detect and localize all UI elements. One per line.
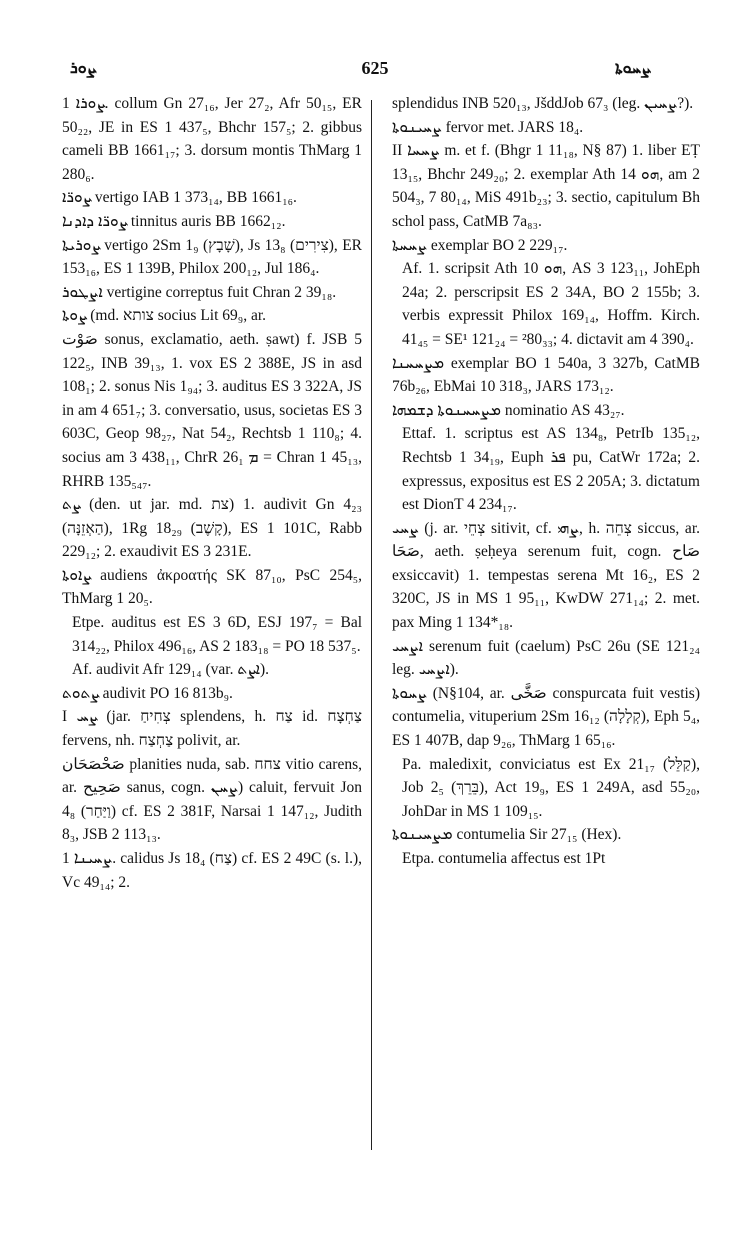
entry: ܡܨܚܝܢܘܬܐ contumelia Sir 27₁₅ (Hex). xyxy=(392,826,622,844)
entry: ܨܘܬܐ (md. צותא socius Lit 69₉, ar. xyxy=(62,307,266,325)
entry: ܡܨܚܚܢܘܬܐ ܕܫܡܗܐ nominatio AS 43₂₇. xyxy=(392,401,625,419)
entry: Af. audivit Afr 129₁₄ (var. ܐܨܬ). xyxy=(72,661,269,679)
entry: ܨܚܘܬܐ (N§104, ar. صَخَّى conspurcata fuit vestis) contumelia, vituperium 2Sm 16₁₂ (קְלָלָה), Eph 5₄, ES 1 407B, dap 9₂₆, ThMarg 1 65₁₆. xyxy=(392,684,701,750)
entry: ܨܐܘܬܐ audiens ἀκροατής SK 87₁₀, PsC 254₅, ThMarg 1 20₅. xyxy=(62,566,362,608)
entry: صَوْت sonus, exclamatio, aeth. ṣawt) f. JSB 5 122₅, INB 39₁₃, 1. vox ES 2 388E, JS in asd 108₁; 2. sonus Nis 1₉₄; 3. auditus ES 3 322A, JS in am 4 651₇; 3. conversatio, usus, societas ES 3 603C, Geop 98₂₇, Nat 54₂, Rechtsb 1 110₈; 4. socius am 3 438₁₁, ChrR ܡ 26₁ = Chran 1 45₁₃, RHRB 135₅₄₇. xyxy=(62,330,362,490)
page-header xyxy=(0,58,750,88)
left-column xyxy=(62,92,362,894)
entry: ܨܘܪܐ 1. collum Gn 27₁₆, Jer 27₂, Afr 50₁₅, ER 50₂₂, JE in ES 1 437₅, Bhchr 157₅; 2. gibbus cameli BB 1661₁₇; 3. dorsum montis ThMarg 1 280₆. xyxy=(62,95,362,183)
entry: ܐܨܛܘܪ vertigine correptus fuit Chran 2 39₁₈. xyxy=(62,283,337,301)
header-left-word: ܨܘܪ xyxy=(70,60,96,77)
entry: Etpe. auditus est ES 3 6D, ESJ 197₇ = Bal 314₂₂, Philox 496₁₆, AS 2 183₁₈ = PO 18 537₅. xyxy=(72,614,362,655)
entry: صَحْصَحَان planities nuda, sab. צחח vitio carens, ar. صَحِيح sanus, cogn. ܨܚܢ) caluit, fervuit Jon 4₈ (וַיַּחַר) cf. ES 2 381F, Narsai 1 147₁₂, Judith 8₃, JSB 2 113₁₃. xyxy=(62,755,362,844)
entry: II ܨܚܚܐ m. et f. (Bhgr 1 11₁₈, N§ 87) 1. liber EṬ 13₁₅, Bhchr 249₂₀; 2. exemplar Ath ܗܘ 14, am 2 504₃, 7 80₁₄, MiS 491b₂₃; 3. sectio, capitulum Bh schol pass, CatMB 7a₈₃. xyxy=(392,142,701,230)
right-column xyxy=(392,92,700,871)
entry: ܨܚܚܬܐ exemplar BO 2 229₁₇. xyxy=(392,236,568,254)
entry: Pa. maledixit, conviciatus est Ex 21₁₇ (קַלֵּל), Job 2₅ (בֵּרֵךְ), Act 19₉, ES 1 249A, asd 55₂₀, JohDar in MS 1 109₁₅. xyxy=(402,755,701,820)
entry: ܨܘܪ̈ܐ ܕܐܕܢܐ tinnitus auris BB 1662₁₂. xyxy=(62,212,286,230)
entry: ܨܘܪ̈ܐ vertigo IAB 1 373₁₄, BB 1661₁₆. xyxy=(62,189,297,207)
entry: Af. 1. scripsit Ath ܗܘ 10, AS 3 123₁₁, JohEph 24a; 2. perscripsit ES 2 34A, BO 2 155b; 3. verbis expressit Philox 169₁₄, Hoffm. Kirch. 41₄₅ = SE¹ 121₂₄ = ²80₃₃; 4. dictavit am 4 390₄. xyxy=(402,260,701,348)
entry: ܡܨܚܚܢܐ exemplar BO 1 540a, 3 327b, CatMB 76b₂₆, EbMai 10 318₃, JARS 173₁₂. xyxy=(392,354,700,396)
entry: ܐܨܚܝ serenum fuit (caelum) PsC 26u (SE 121₂₄ leg. ܐܨܚܝ). xyxy=(392,637,700,679)
entry: Etpa. contumelia affectus est 1Pt xyxy=(402,850,606,867)
header-right-word: ܨܚܘܬܐ xyxy=(615,60,652,77)
entry: ܨܚܝܢܐ 1. calidus Js 18₄ (צַח) cf. ES 2 49C (s. l.), Vc 49₁₄; 2. xyxy=(62,850,362,891)
entry: ܨܬܘܬ audivit PO 16 813b₉. xyxy=(62,684,233,702)
entry: Ettaf. 1. scriptus est AS 134₈, PetrIb 135₁₂, Rechtsb 1 34₁₉, Euph ܦܪ pu, CatWr 172a; 2. expressus, expositus est ES 2 205A; 3. dictatum est DionT 4 234₁₇. xyxy=(402,425,700,514)
page-number: 625 xyxy=(361,58,389,78)
entry: ܨܚܝ (j. ar. צְחֵי sitivit, cf. ܨܗܝ, h. צְחֵה siccus, ar. صَحَا, aeth. ṣeḥeya serenum fuit, cogn. صَاح exsiccavit) 1. tempestas serena Mt 16₂, ES 2 320C, JS in MS 1 95₁₁, KwDW 271₁₄; 2. met. pax Ming 1 134*₁₈. xyxy=(392,519,700,632)
entry: ܨܚܝܢܘܬܐ fervor met. JARS 18₄. xyxy=(392,118,584,136)
entry: ܨܬ (den. ut jar. md. צת) 1. audivit Gn 4₂₃ (הַאְזֵנָּה), 1Rg 18₂₉ (קָשֶׁב), ES 1 101C, Rabb 229₁₂; 2. exaudivit ES 3 231E. xyxy=(62,496,362,561)
entry: splendidus INB 520₁₃, JšddJob 67₃ (leg. ܨܚܝܢ?). xyxy=(392,95,694,112)
column-divider xyxy=(371,100,372,1150)
entry: ܨܘܪܝܬܐ vertigo 2Sm 1₉ (שָׁבָץ), Js 13₈ (צִירִים), ER 153₁₆, ES 1 139B, Philox 200₁₂, Jul 186₄. xyxy=(62,236,362,278)
entry: I ܨܚ (jar. צְחִיחַ splendens, h. צַח id. צַחְצָח fervens, nh. צַחְצַח polivit, ar. xyxy=(62,708,362,750)
